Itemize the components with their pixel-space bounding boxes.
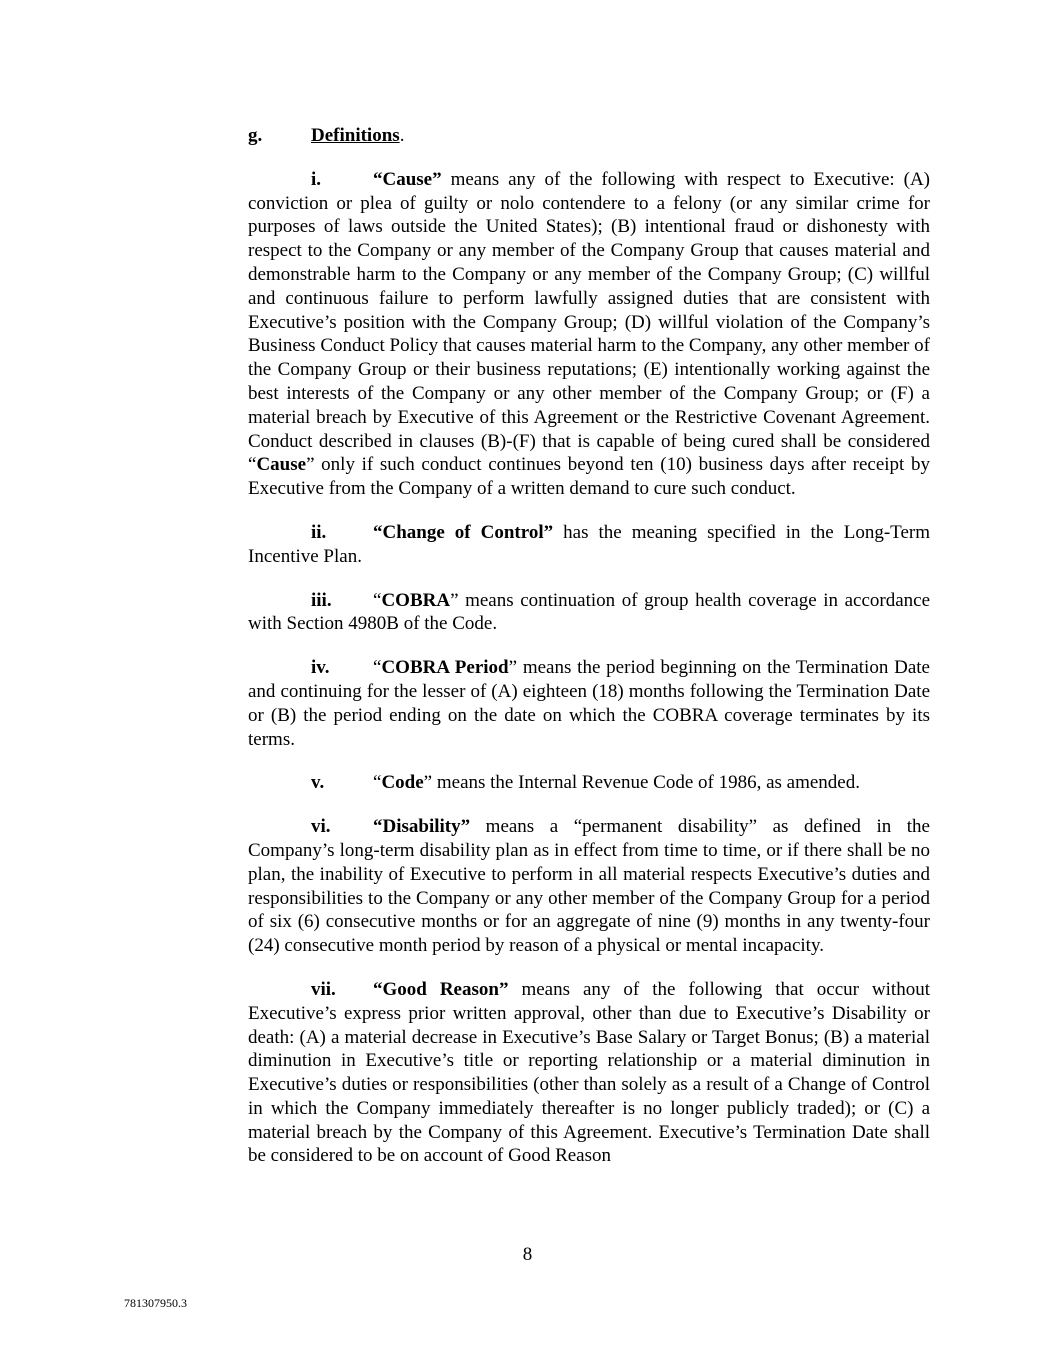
definition-number: vi.	[311, 816, 331, 838]
definition-cause	[248, 168, 930, 501]
definition-number: iv.	[311, 657, 330, 679]
definition-term: “Cause”	[373, 168, 442, 190]
definition-term: “Change of Control”	[373, 521, 554, 543]
definition-text: means a “permanent disability” as defined in the Company’s long-term disability plan as in effect from time to time, or if there shall be no plan, the inability of Executive to perform in all material respects Executive’s duties and responsibilities to the Company or any other member of the Company Group for a period of six (6) consecutive months or for an aggregate of nine (9) months in any twenty-four (24) consecutive month period by reason of a physical or mental incapacity.	[248, 816, 930, 957]
definition-term: COBRA	[381, 589, 451, 611]
document-body	[248, 124, 930, 1188]
section-heading	[248, 124, 930, 148]
definition-term: COBRA Period	[381, 657, 509, 679]
page-number: 8	[522, 1244, 533, 1265]
definition-code	[248, 771, 930, 795]
definition-change-of-control	[248, 521, 930, 569]
definition-good-reason	[248, 978, 930, 1168]
definition-text: ” means the period beginning on the Termination Date and continuing for the lesser of (A) eighteen (18) months following the Termination Date or (B) the period ending on the date on which the COBRA coverage terminates by its terms.	[248, 657, 930, 750]
definition-number: iii.	[311, 589, 332, 611]
definition-number: v.	[311, 772, 325, 794]
definition-text: ” means continuation of group health coverage in accordance with Section 4980B of the Code.	[248, 589, 930, 635]
definition-term: Code	[381, 772, 424, 794]
definition-open-quote: “	[373, 772, 382, 794]
definition-term: “Disability”	[373, 816, 471, 838]
definition-number: ii.	[311, 521, 327, 543]
document-id: 781307950.3	[124, 1296, 187, 1310]
definition-text-after: ” only if such conduct continues beyond ten (10) business days after receipt by Executive from the Company of a written demand to cure such conduct.	[248, 454, 930, 500]
definition-cobra	[248, 589, 930, 637]
definition-inner-term: Cause	[256, 454, 307, 476]
definition-number: vii.	[311, 978, 336, 1000]
definition-open-quote: “	[373, 657, 382, 679]
section-title-period: .	[399, 125, 405, 146]
definition-disability	[248, 815, 930, 958]
definition-text: means any of the following with respect to Executive: (A) conviction or plea of guilty or nolo contendere to a felony (or any similar crime for purposes of laws outside the United States); (B) intentional fraud or dishonesty with respect to the Company or any member of the Company Group that causes material and demonstrable harm to the Company or any member of the Company Group; (C) willful and continuous failure to perform lawfully assigned duties that are consistent with Executive’s position with the Company Group; (D) willful violation of the Company’s Business Conduct Policy that causes material harm to the Company, any other member of the Company Group or their business reputations; (E) intentionally working against the best interests of the Company or any other member of the Company Group; or (F) a material breach by Executive of this Agreement or the Restrictive Covenant Agreement. Conduct described in clauses (B)-(F) that is capable of being cured shall be considered “	[248, 168, 930, 476]
definition-text: ” means the Internal Revenue Code of 1986, as amended.	[423, 772, 860, 794]
definition-text: means any of the following that occur without Executive’s express prior written approval, other than due to Executive’s Disability or death: (A) a material decrease in Executive’s Base Salary or Target Bonus; (B) a material diminution in Executive’s title or reporting relationship or a material diminution in Executive’s duties or responsibilities (other than solely as a result of a Change of Control in which the Company immediately thereafter is no longer publicly traded); or (C) a material breach by the Company of this Agreement. Executive’s Termination Date shall be considered to be on account of Good Reason	[248, 978, 930, 1167]
section-title: Definitions	[311, 125, 400, 146]
section-number: g.	[248, 125, 263, 146]
definition-term: “Good Reason”	[373, 978, 509, 1000]
definition-cobra-period	[248, 656, 930, 751]
definition-number: i.	[311, 168, 322, 190]
definition-open-quote: “	[373, 589, 382, 611]
definition-text: has the meaning specified in the Long-Term Incentive Plan.	[248, 521, 930, 567]
